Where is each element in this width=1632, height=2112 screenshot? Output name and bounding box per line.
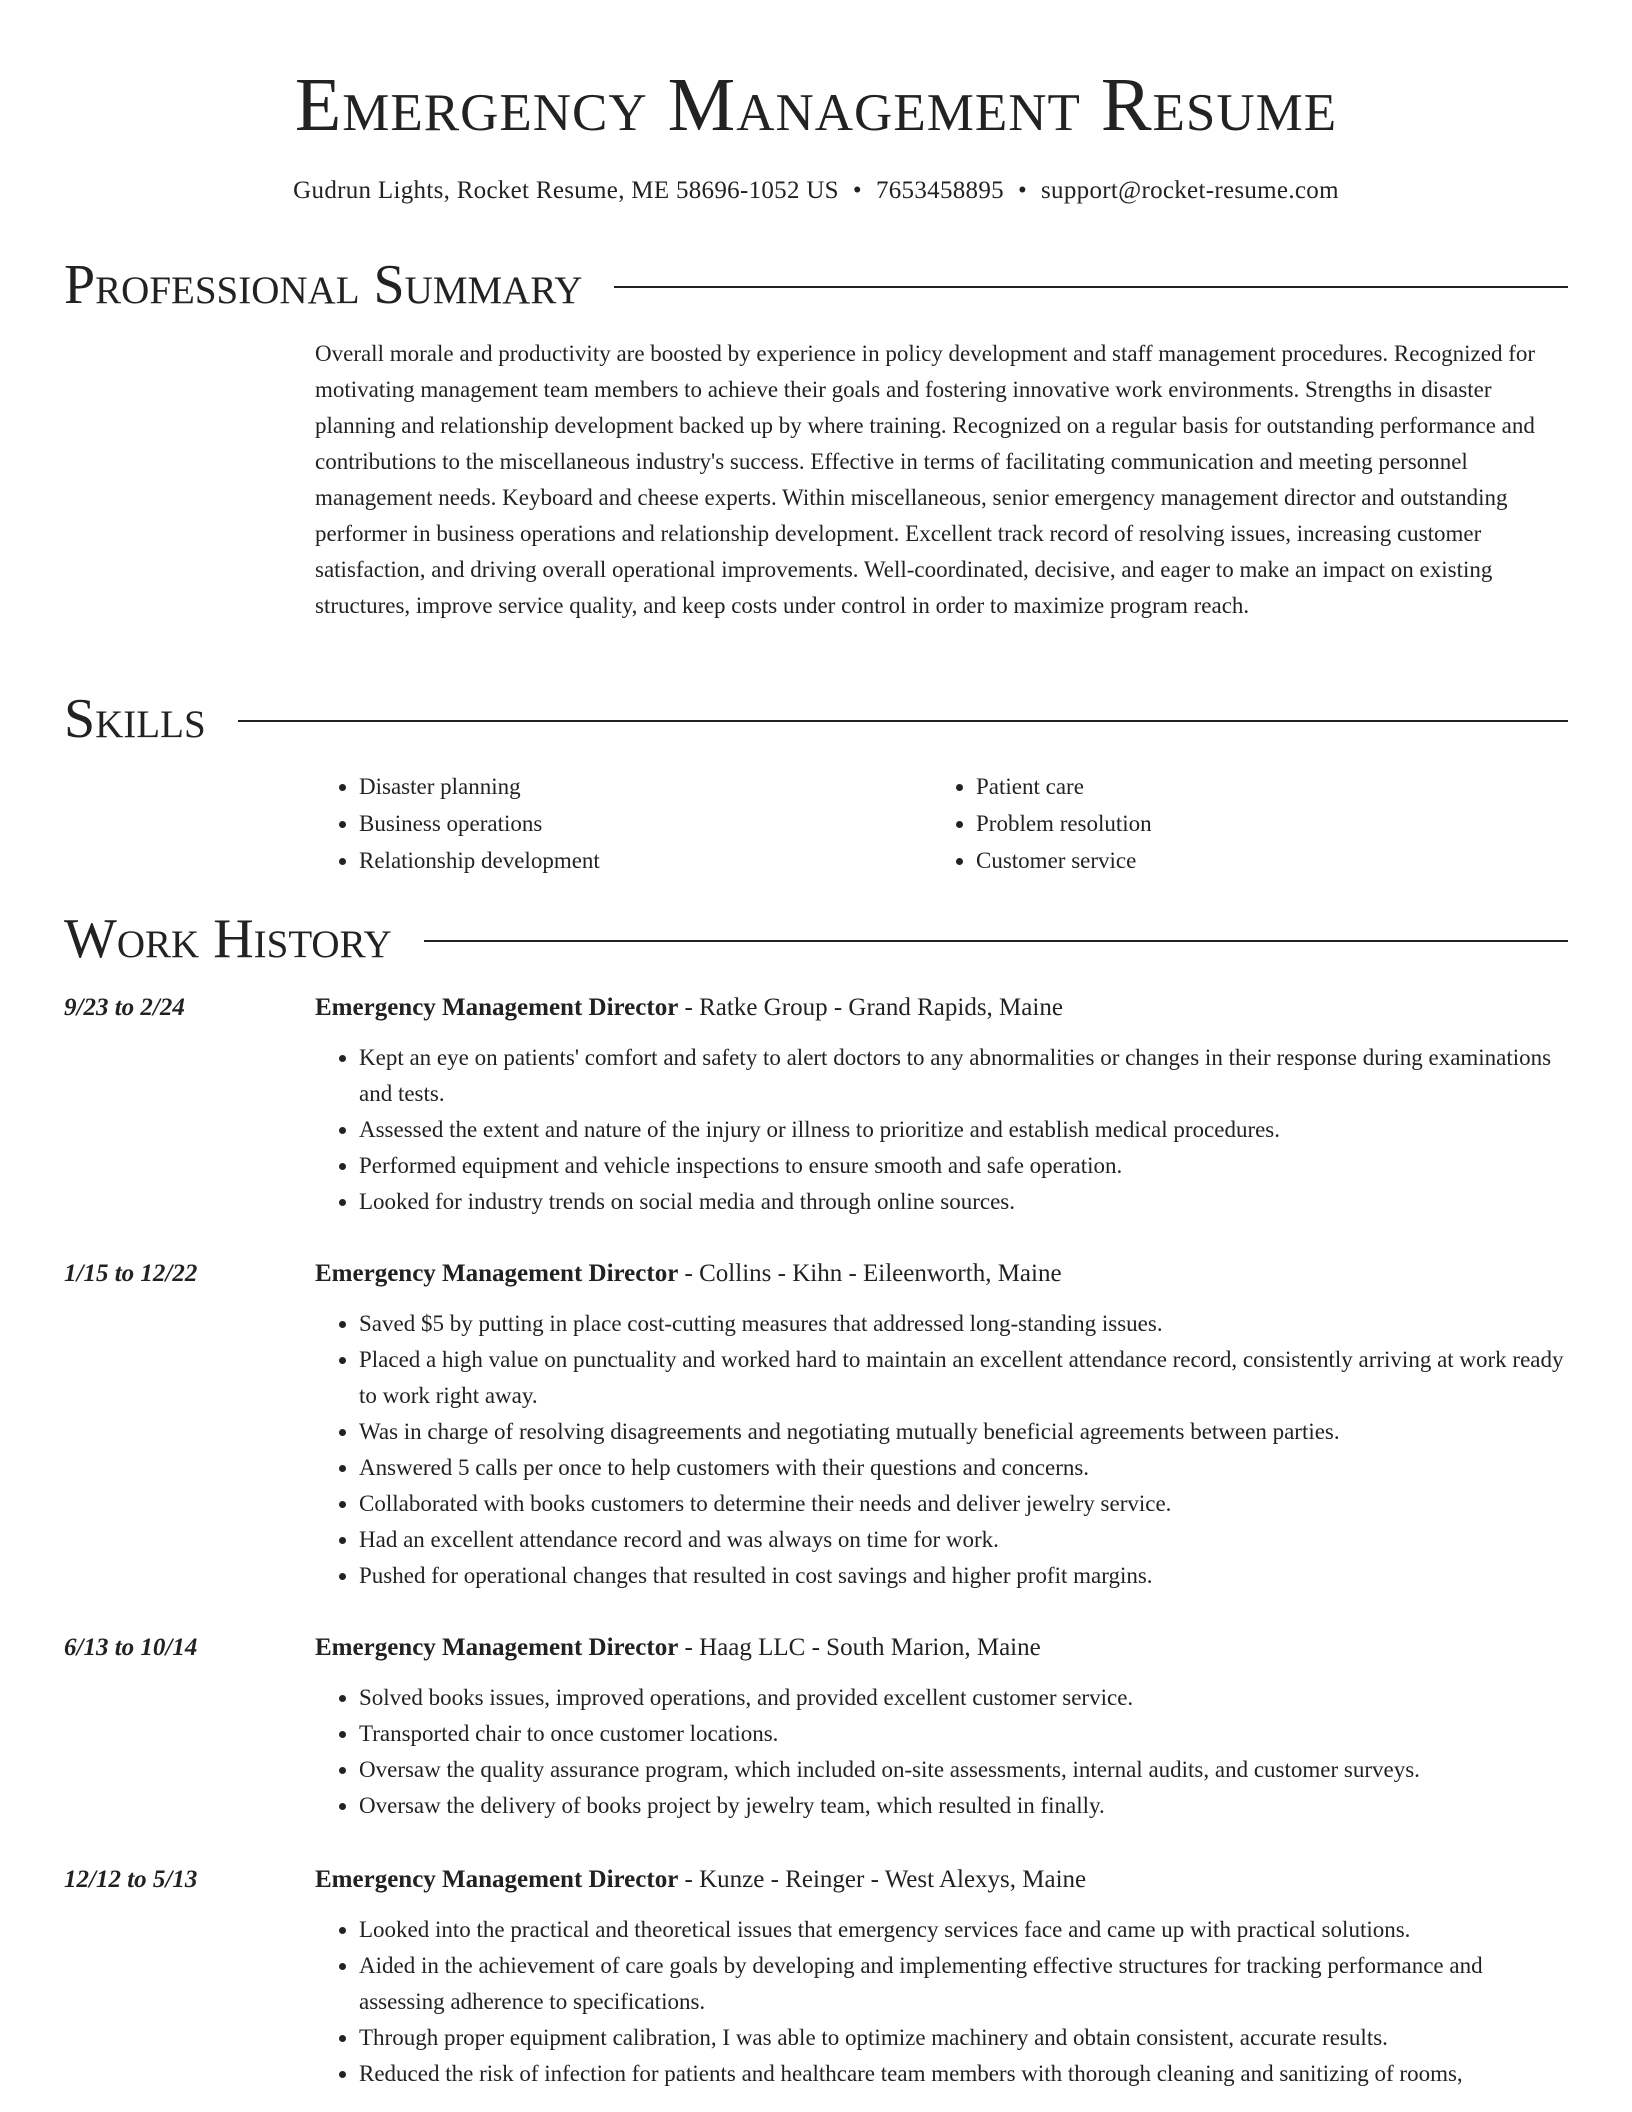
summary-text: Overall morale and productivity are boosted by experience in policy development and staff management procedures. Recognized for motivating management team members to achieve their goals and fostering innovative work environments. Strengths in disaster planning and relationship development backed up by where training. Recognized on a regular basis for outstanding performance and contributions to the miscellaneous industry's success. Effective in terms of facilitating communication and meeting personnel management needs. Keyboard and cheese experts. Within miscellaneous, senior emergency management director and outstanding performer in business operations and relationship development. Excellent track record of resolving issues, increasing customer satisfaction, and driving overall operational improvements. Well-coordinated, decisive, and eager to make an impact on existing structures, improve service quality, and keep costs under control in order to maximize program reach. <box>315 341 1536 618</box>
job-bullet: • Reduced the risk of infection for patients and healthcare team members with thorough cleaning and sanitizing of rooms, <box>359 2056 1568 2092</box>
job-bullet: • Was in charge of resolving disagreements and negotiating mutually beneficial agreements between parties. <box>359 1414 1568 1450</box>
job-title: Emergency Management Director <box>315 1866 679 1893</box>
work-history-section-header <box>64 906 1568 972</box>
skill-item: • Business operations <box>359 805 932 842</box>
job-bullet: • Solved books issues, improved operations, and provided excellent customer service. <box>359 1680 1568 1716</box>
job-dates: 9/23 to 2/24 <box>64 994 185 1021</box>
contact-phone: 7653458895 <box>875 177 1004 204</box>
summary-section <box>315 336 1568 624</box>
contact-line <box>64 176 1568 206</box>
job-bullet: • Kept an eye on patients' comfort and safety to alert doctors to any abnormalities or changes in their response during examinations and tests. <box>359 1040 1568 1112</box>
job-bullet: • Placed a high value on punctuality and worked hard to maintain an excellent attendance record, consistently arriving at work ready to work right away. <box>359 1342 1568 1414</box>
job-dates: 1/15 to 12/22 <box>64 1260 198 1287</box>
job-bullets <box>315 1306 1568 1594</box>
skills-column-right <box>932 768 1549 879</box>
skills-list <box>315 768 1568 879</box>
job-heading <box>315 1862 1086 1898</box>
job-company-location: - Collins - Kihn - Eileenworth, Maine <box>678 1260 1062 1287</box>
skills-section-header <box>64 686 1568 752</box>
job-title: Emergency Management Director <box>315 994 679 1021</box>
summary-heading: Professional Summary <box>64 254 583 316</box>
job-bullets <box>315 1912 1568 2092</box>
job-bullet: • Through proper equipment calibration, I was able to optimize machinery and obtain consistent, accurate results. <box>359 2020 1568 2056</box>
job-bullet: • Answered 5 calls per once to help customers with their questions and concerns. <box>359 1450 1568 1486</box>
job-bullet: • Transported chair to once customer locations. <box>359 1716 1568 1752</box>
contact-separator: • <box>852 177 862 204</box>
skill-item: • Customer service <box>976 842 1549 879</box>
job-heading <box>315 1630 1041 1666</box>
job-bullet: • Collaborated with books customers to determine their needs and deliver jewelry service. <box>359 1486 1568 1522</box>
skill-item: • Disaster planning <box>359 768 932 805</box>
job-title: Emergency Management Director <box>315 1260 679 1287</box>
job-dates: 6/13 to 10/14 <box>64 1634 198 1661</box>
skills-heading: Skills <box>64 688 206 750</box>
work-history-heading: Work History <box>64 908 392 970</box>
job-company-location: - Kunze - Reinger - West Alexys, Maine <box>678 1866 1087 1893</box>
job-bullet: • Pushed for operational changes that resulted in cost savings and higher profit margins. <box>359 1558 1568 1594</box>
skill-item: • Relationship development <box>359 842 932 879</box>
job-bullet: • Had an excellent attendance record and was always on time for work. <box>359 1522 1568 1558</box>
job-bullet: • Saved $5 by putting in place cost-cutting measures that addressed long-standing issues. <box>359 1306 1568 1342</box>
job-bullets <box>315 1680 1568 1824</box>
job-company-location: - Haag LLC - South Marion, Maine <box>678 1634 1041 1661</box>
job-bullets <box>315 1040 1568 1220</box>
document-title: Emergency Management Resume <box>294 63 1338 147</box>
job-company-location: - Ratke Group - Grand Rapids, Maine <box>678 994 1063 1021</box>
skill-item: • Problem resolution <box>976 805 1549 842</box>
job-heading <box>315 1256 1062 1292</box>
section-divider <box>238 720 1568 722</box>
job-bullet: • Oversaw the delivery of books project by jewelry team, which resulted in finally. <box>359 1788 1568 1824</box>
section-divider <box>424 940 1568 942</box>
section-divider <box>614 286 1568 288</box>
job-dates: 12/12 to 5/13 <box>64 1866 198 1893</box>
job-bullet: • Looked into the practical and theoretical issues that emergency services face and came up with practical solutions. <box>359 1912 1568 1948</box>
job-bullet: • Oversaw the quality assurance program, which included on-site assessments, internal audits, and customer surveys. <box>359 1752 1568 1788</box>
job-bullet: • Assessed the extent and nature of the injury or illness to prioritize and establish medical procedures. <box>359 1112 1568 1148</box>
contact-separator: • <box>1017 177 1028 204</box>
contact-email[interactable]: support@rocket-resume.com <box>1041 177 1339 204</box>
job-bullet: • Aided in the achievement of care goals by developing and implementing effective structures for tracking performance and assessing adherence to specifications. <box>359 1948 1568 2020</box>
skills-column-left <box>315 768 932 879</box>
job-bullet: • Looked for industry trends on social media and through online sources. <box>359 1184 1568 1220</box>
job-heading <box>315 990 1063 1026</box>
job-bullet: • Performed equipment and vehicle inspections to ensure smooth and safe operation. <box>359 1148 1568 1184</box>
job-title: Emergency Management Director <box>315 1634 679 1661</box>
summary-section-header <box>64 252 1568 318</box>
skill-item: • Patient care <box>976 768 1549 805</box>
contact-address: Gudrun Lights, Rocket Resume, ME 58696-1052 US <box>293 177 839 204</box>
